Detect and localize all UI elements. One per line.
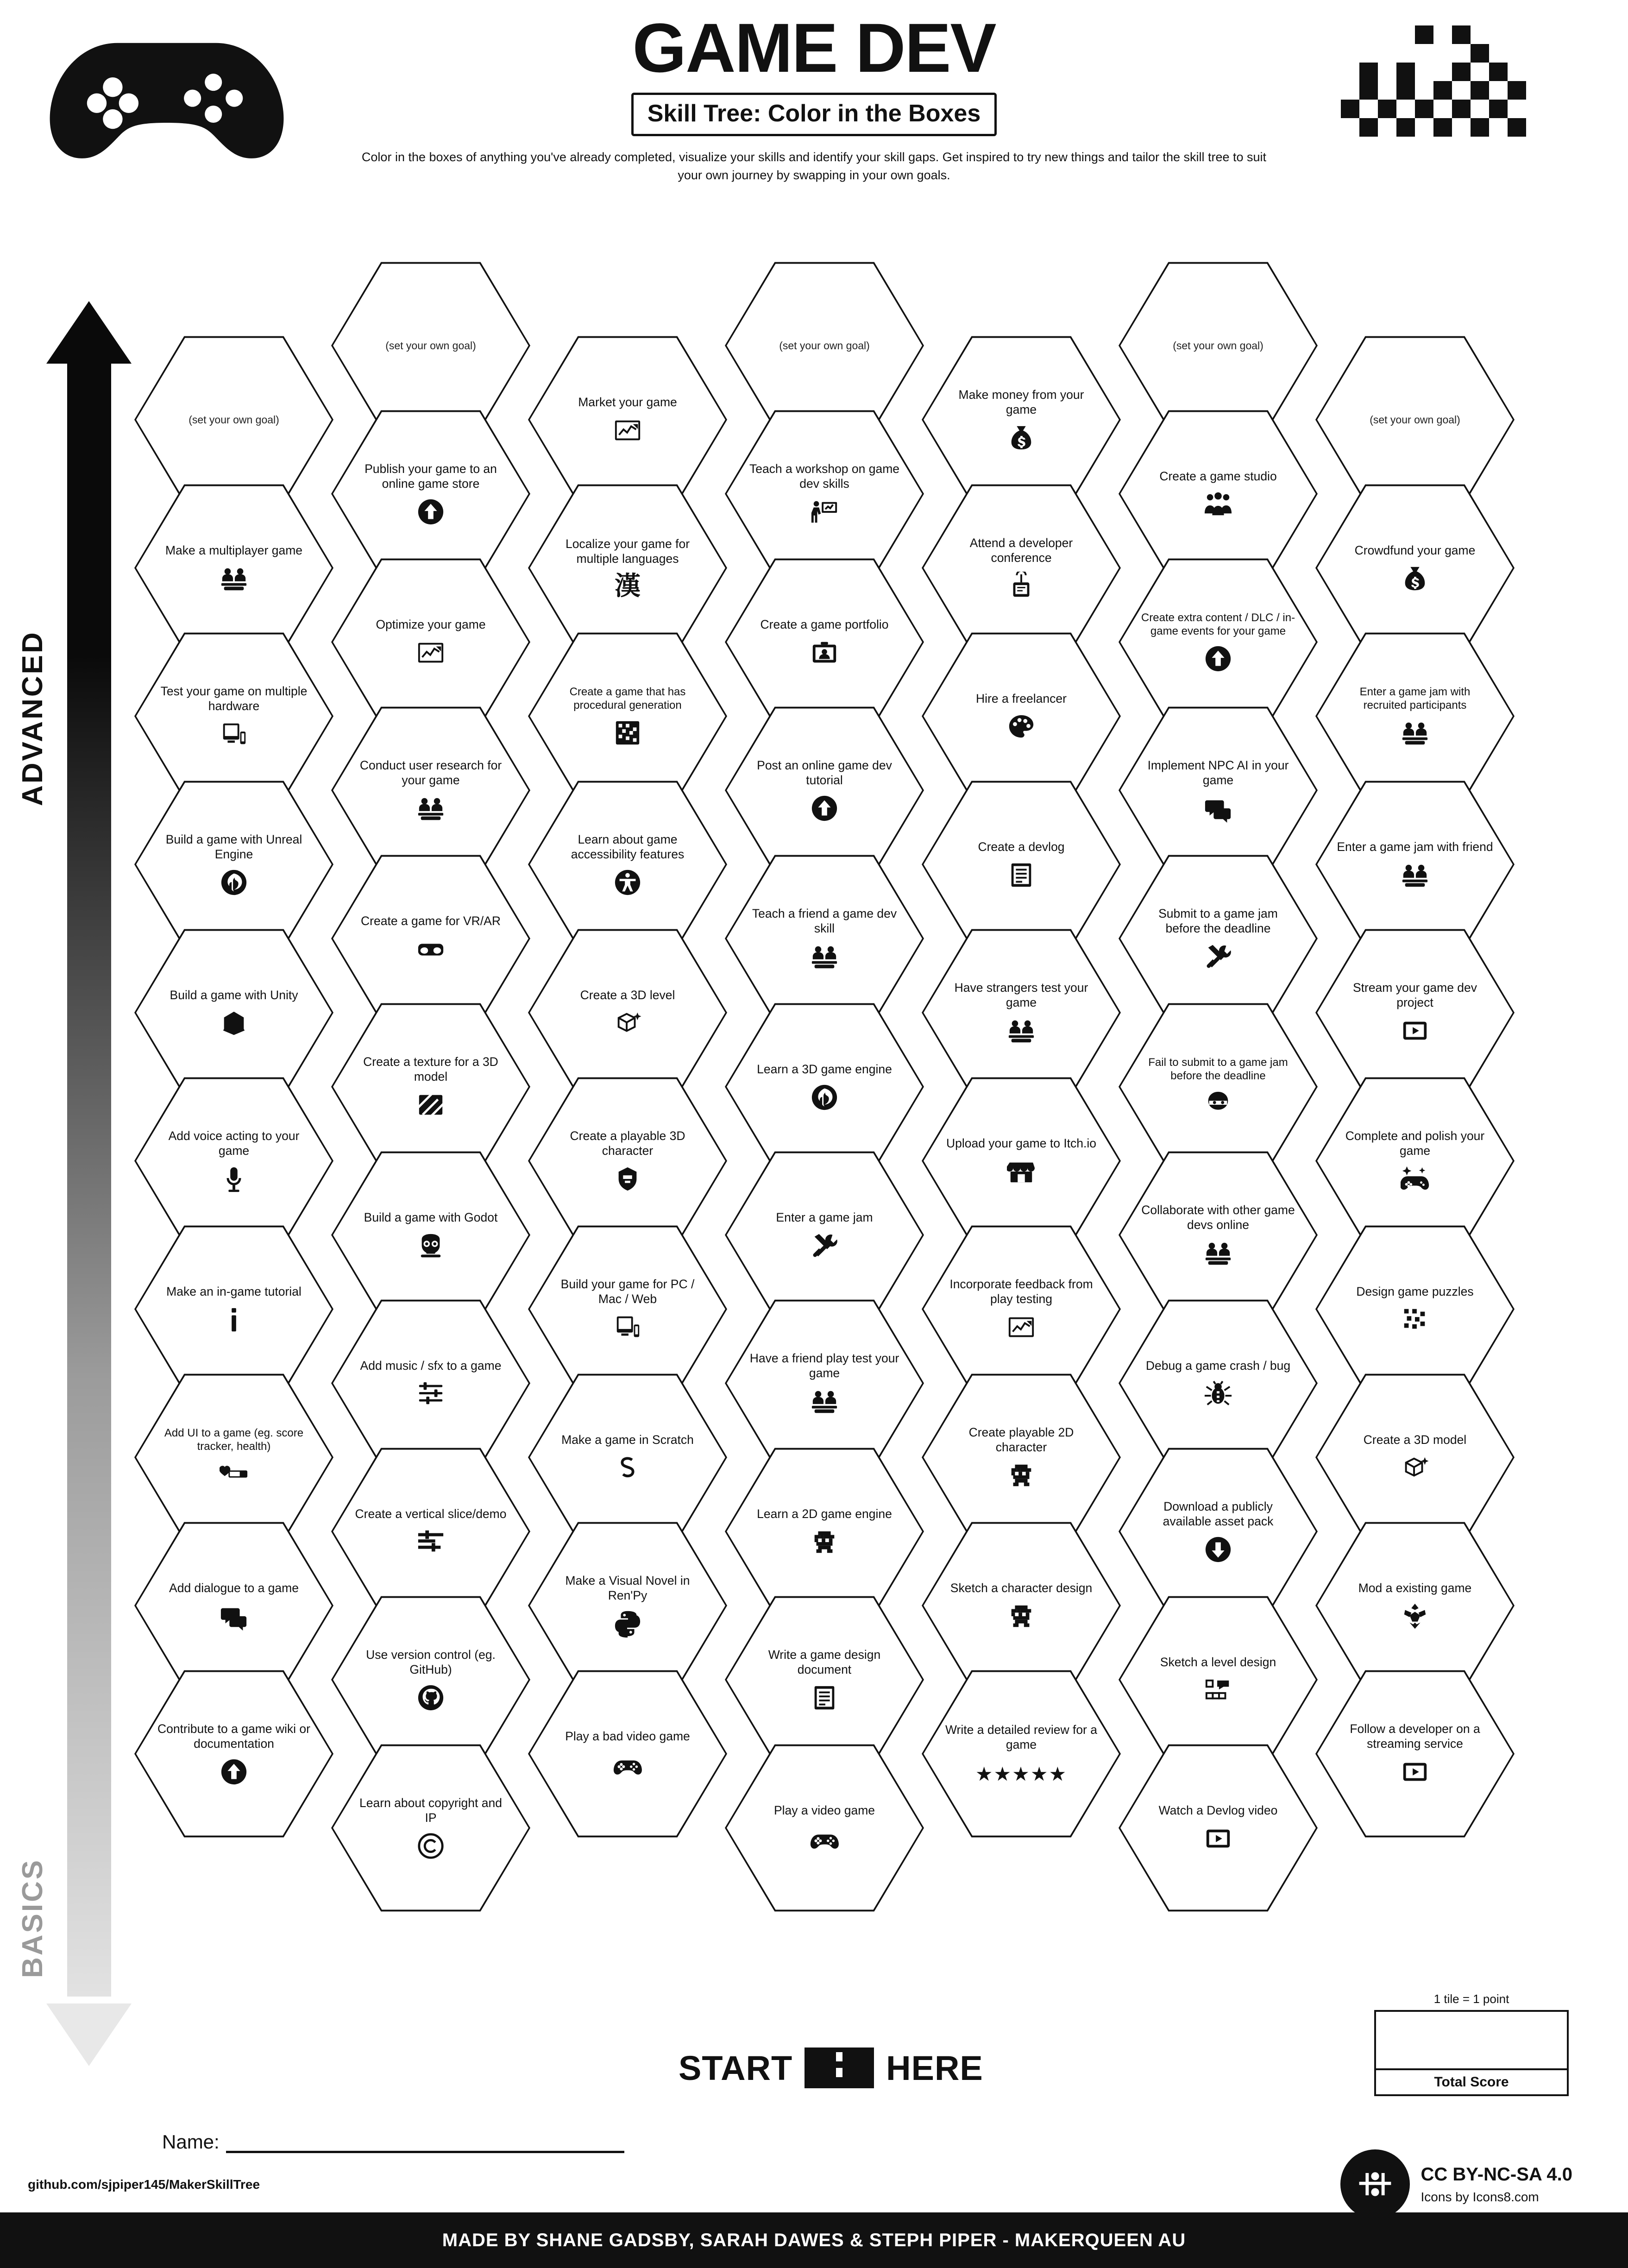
- skill-tile[interactable]: [331, 852, 530, 1025]
- 3d-character-icon: [613, 1165, 642, 1193]
- skill-tile-label: Incorporate feedback from play testing: [949, 1277, 1093, 1306]
- skill-tile-label: Write a detailed review for a game: [945, 1722, 1097, 1751]
- download-arrow-icon: [1204, 1535, 1232, 1564]
- skill-tile-label: Stream your game dev project: [1352, 980, 1477, 1009]
- skill-tile-label: Sketch a character design: [950, 1581, 1093, 1595]
- skill-tile-label: Crowdfund your game: [1354, 543, 1476, 557]
- intro-blurb: Color in the boxes of anything you've already completed, visualize your skills and identify your skill gaps. Get inspired to try new things and tailor the skill tree to suit your own journey by swapping in your own goals.: [361, 150, 1267, 183]
- skill-tile[interactable]: [1119, 1001, 1318, 1173]
- road-icon: [805, 2048, 874, 2088]
- skill-tile-label: Post an online game dev tutorial: [757, 758, 892, 787]
- skill-tile-label: Test your game on multiple hardware: [160, 684, 308, 713]
- skill-tile[interactable]: [331, 556, 530, 728]
- license-text: CC BY-NC-SA 4.0: [1421, 2164, 1572, 2185]
- skill-tile-label: Play a bad video game: [565, 1729, 690, 1743]
- skill-tile-label: Make a multiplayer game: [165, 543, 303, 557]
- name-label: Name:: [162, 2131, 220, 2153]
- kanji-icon: 漢: [615, 571, 641, 602]
- skill-tile[interactable]: [528, 778, 727, 951]
- skill-tile[interactable]: [725, 1001, 924, 1173]
- portfolio-icon: [810, 638, 839, 667]
- skill-tile[interactable]: [134, 1668, 333, 1840]
- puzzle-pixel-icon: [1401, 1305, 1429, 1334]
- tools-icon: [1204, 942, 1232, 971]
- skill-tile[interactable]: [528, 334, 727, 506]
- skill-tile-label: Build a game with Godot: [364, 1210, 498, 1224]
- skill-tile-label: Build a game with Unreal Engine: [165, 832, 302, 861]
- skill-tile-label: Create a playable 3D character: [570, 1128, 685, 1158]
- ninja-icon: [1204, 1089, 1232, 1118]
- skill-tree-grid: [0, 259, 1628, 2066]
- skill-tile[interactable]: [1119, 1445, 1318, 1618]
- skill-tile[interactable]: [725, 1594, 924, 1766]
- skill-tile-label: Debug a game crash / bug: [1145, 1358, 1291, 1373]
- skill-tile-label: Add music / sfx to a game: [360, 1358, 502, 1373]
- here-label: HERE: [886, 2048, 983, 2087]
- skill-tile-label: Create a game studio: [1159, 469, 1277, 483]
- skill-tile[interactable]: [725, 1742, 924, 1914]
- money-bag-icon: [1007, 423, 1036, 452]
- pixel-invader-icon: [1322, 25, 1563, 202]
- skill-tile-label: Create playable 2D character: [968, 1425, 1074, 1454]
- skill-tile[interactable]: [331, 704, 530, 876]
- skill-tile[interactable]: [1315, 334, 1515, 506]
- palette-icon: [1007, 712, 1036, 741]
- axis-label-advanced: ADVANCED: [17, 630, 49, 806]
- skill-tile-label: Fail to submit to a game jam before the deadline: [1148, 1056, 1288, 1082]
- money-bag-icon: [1401, 564, 1429, 593]
- multiplayer-icon: [810, 1387, 839, 1416]
- skill-tile-label: Design game puzzles: [1356, 1284, 1474, 1298]
- skill-tile[interactable]: [331, 1297, 530, 1469]
- score-input-area[interactable]: [1374, 2010, 1569, 2070]
- skill-tile-label: Play a video game: [773, 1803, 875, 1817]
- skill-tile-label: Sketch a level design: [1160, 1655, 1276, 1669]
- skill-tile[interactable]: [331, 1594, 530, 1766]
- skill-tile-label: Learn a 3D game engine: [757, 1062, 892, 1076]
- skill-tile[interactable]: [725, 259, 924, 432]
- skill-tile-label: Market your game: [578, 395, 677, 409]
- speech-bubbles-icon: [220, 1602, 248, 1631]
- skill-tile[interactable]: [1315, 1075, 1515, 1247]
- skill-tile[interactable]: [528, 1668, 727, 1840]
- scratch-icon: [613, 1454, 642, 1482]
- skill-tile[interactable]: [1119, 1742, 1318, 1914]
- badge-icon: [1007, 572, 1036, 600]
- skill-tile-label: Attend a developer conference: [969, 536, 1073, 565]
- chart-icon: [1007, 1313, 1036, 1342]
- skill-tile[interactable]: [1119, 1149, 1318, 1321]
- skill-tile-label: Create a vertical slice/demo: [355, 1506, 507, 1521]
- skill-tile[interactable]: [1315, 630, 1515, 802]
- skill-tile-label: Publish your game to an online game store: [365, 461, 497, 491]
- skill-tile-label: Conduct user research for your game: [359, 758, 502, 787]
- skill-tile-label: Make an in-game tutorial: [166, 1284, 302, 1298]
- skill-tile[interactable]: [134, 482, 333, 654]
- skill-tile[interactable]: [331, 408, 530, 580]
- skill-tile[interactable]: [528, 1223, 727, 1395]
- skill-tile[interactable]: [725, 556, 924, 728]
- page-header: [0, 0, 1628, 259]
- unity-icon: [220, 1009, 248, 1038]
- multiplayer-icon: [1204, 1239, 1232, 1267]
- five-stars-icon: ★★★★★: [975, 1763, 1068, 1785]
- upload-arrow-icon: [416, 498, 445, 526]
- skill-tile-label: Localize your game for multiple languages: [565, 536, 690, 566]
- skill-tile-label: Use version control (eg. GitHub): [366, 1647, 496, 1676]
- skill-tile-label: Complete and polish your game: [1345, 1128, 1485, 1158]
- multiplayer-icon: [220, 564, 248, 593]
- chart-icon: [613, 416, 642, 445]
- skill-tile-label: Add UI to a game (eg. score tracker, health): [164, 1426, 304, 1453]
- skill-tile[interactable]: [1315, 482, 1515, 654]
- skill-tile-label: Create a game for VR/AR: [361, 914, 501, 928]
- document-icon: [1007, 861, 1036, 889]
- skill-tile[interactable]: [1119, 1594, 1318, 1766]
- skill-tile[interactable]: [922, 926, 1121, 1099]
- document-icon: [810, 1683, 839, 1712]
- skill-tile[interactable]: [528, 630, 727, 802]
- chart-icon: [416, 638, 445, 667]
- skill-tile-label: (set your own goal): [1173, 339, 1263, 352]
- timeline-icon: [416, 1528, 445, 1556]
- skill-tile[interactable]: [134, 1075, 333, 1247]
- total-score-label: Total Score: [1374, 2070, 1569, 2096]
- health-bar-icon: [220, 1460, 248, 1488]
- skill-tile-label: Mod a existing game: [1358, 1581, 1472, 1595]
- skill-tile[interactable]: [528, 1075, 727, 1247]
- skill-tile-label: Collaborate with other game devs online: [1141, 1203, 1295, 1232]
- subtitle-banner: [631, 93, 997, 136]
- multiplayer-icon: [810, 942, 839, 971]
- video-icon: [1204, 1824, 1232, 1853]
- name-write-line[interactable]: [226, 2149, 624, 2153]
- skill-tile[interactable]: [331, 1445, 530, 1618]
- skill-tile[interactable]: [922, 334, 1121, 506]
- skill-tile[interactable]: [134, 1371, 333, 1544]
- skill-tile[interactable]: [134, 630, 333, 802]
- creative-commons-icon: [1340, 2149, 1410, 2219]
- upload-arrow-icon: [1204, 644, 1232, 673]
- skill-tile-label: Teach a workshop on game dev skills: [749, 461, 900, 491]
- skill-tile[interactable]: [331, 1149, 530, 1321]
- pixel-character-icon: [810, 1528, 839, 1556]
- skill-tile[interactable]: [1119, 1297, 1318, 1469]
- skill-tile[interactable]: [528, 1371, 727, 1544]
- score-box: [1374, 1992, 1569, 2096]
- storefront-icon: [1007, 1157, 1036, 1186]
- skill-tile[interactable]: [331, 1001, 530, 1173]
- credits-text: MADE BY SHANE GADSBY, SARAH DAWES & STEPH PIPER - MAKERQUEEN AU: [442, 2230, 1186, 2250]
- license-block: [1340, 2149, 1572, 2219]
- skill-tile-label: Contribute to a game wiki or documentation: [157, 1721, 310, 1751]
- skill-tile-label: Have strangers test your game: [954, 980, 1088, 1009]
- texture-icon: [416, 1090, 445, 1119]
- skill-tile-label: Implement NPC AI in your game: [1147, 758, 1289, 787]
- axis-label-basics: BASICS: [17, 1858, 49, 1978]
- pixel-character-icon: [1007, 1461, 1036, 1490]
- skill-tile[interactable]: [134, 778, 333, 951]
- skill-tile-label: (set your own goal): [385, 339, 476, 352]
- start-here-banner: [679, 2048, 983, 2088]
- skill-tile-label: Enter a game jam: [776, 1210, 873, 1224]
- skill-tile[interactable]: [134, 926, 333, 1099]
- skill-tile-label: Learn about game accessibility features: [571, 832, 685, 861]
- skill-tile-label: Write a game design document: [768, 1647, 881, 1676]
- skill-tile-label: Make money from your game: [958, 387, 1084, 416]
- credits-bar: [0, 2212, 1628, 2268]
- skill-tile[interactable]: [922, 1371, 1121, 1544]
- skill-tile[interactable]: [134, 1519, 333, 1692]
- skill-tile-label: Create a game that has procedural generation: [569, 685, 686, 712]
- skill-tile-label: (set your own goal): [779, 339, 870, 352]
- skill-tile[interactable]: [1119, 852, 1318, 1025]
- skill-tile-label: Optimize your game: [376, 617, 486, 631]
- monitor-icon: [220, 720, 248, 749]
- skill-tile[interactable]: [725, 1297, 924, 1469]
- python-icon: [613, 1609, 642, 1638]
- skill-tile[interactable]: [528, 1519, 727, 1692]
- skill-tile-label: Build a game with Unity: [170, 988, 298, 1002]
- multiplayer-icon: [1007, 1016, 1036, 1045]
- info-icon: [220, 1305, 248, 1334]
- skill-tile-label: Enter a game jam with recruited participants: [1359, 685, 1471, 712]
- presentation-icon: [810, 498, 839, 526]
- multiplayer-icon: [416, 794, 445, 823]
- skill-tile[interactable]: [922, 482, 1121, 654]
- skill-tile[interactable]: [725, 852, 924, 1025]
- skill-tile[interactable]: [922, 1519, 1121, 1692]
- skill-tile-label: Submit to a game jam before the deadline: [1158, 906, 1278, 935]
- skill-tile-label: Create extra content / DLC / in-game events for your game: [1141, 611, 1295, 637]
- video-icon: [1401, 1758, 1429, 1786]
- skill-tile-label: Hire a freelancer: [976, 691, 1067, 706]
- skill-tile-label: Enter a game jam with friend: [1337, 839, 1493, 854]
- tools-icon: [810, 1231, 839, 1260]
- pixel-character-icon: [1007, 1602, 1036, 1631]
- skill-tile-label: (set your own goal): [1370, 413, 1460, 426]
- microphone-icon: [220, 1165, 248, 1193]
- skill-tile[interactable]: [331, 1742, 530, 1914]
- skill-tile[interactable]: [922, 630, 1121, 802]
- skill-tile[interactable]: [1119, 408, 1318, 580]
- skill-tile[interactable]: [1315, 1519, 1515, 1692]
- multiplayer-icon: [1401, 718, 1429, 747]
- skill-tile-label: Upload your game to Itch.io: [946, 1136, 1097, 1150]
- copyright-icon: [416, 1832, 445, 1860]
- skill-tile[interactable]: [528, 482, 727, 654]
- gamepad-icon: [810, 1824, 839, 1853]
- skill-tile-label: (set your own goal): [189, 413, 279, 426]
- skill-tile[interactable]: [1119, 259, 1318, 432]
- skill-tile[interactable]: [528, 926, 727, 1099]
- skill-tile-label: Add voice acting to your game: [168, 1128, 300, 1158]
- skill-tile-label: Make a game in Scratch: [561, 1432, 694, 1447]
- skill-tile-label: Create a 3D level: [580, 988, 675, 1002]
- monitor-icon: [613, 1313, 642, 1342]
- video-icon: [1401, 1016, 1429, 1045]
- name-field[interactable]: [162, 2131, 624, 2153]
- skill-tile[interactable]: [134, 334, 333, 506]
- score-caption: 1 tile = 1 point: [1433, 1992, 1509, 2006]
- github-url[interactable]: github.com/sjpiper145/MakerSkillTree: [28, 2177, 260, 2192]
- gamepad-icon: [613, 1750, 642, 1779]
- skill-tile[interactable]: [725, 704, 924, 876]
- skill-tile-label: Download a publicly available asset pack: [1163, 1499, 1274, 1528]
- skill-tile[interactable]: [1119, 556, 1318, 728]
- skill-tile-label: Add dialogue to a game: [169, 1581, 299, 1595]
- skill-tile-label: Learn about copyright and IP: [359, 1796, 502, 1825]
- dragon-icon: [1401, 1602, 1429, 1631]
- page-title: GAME DEV: [632, 9, 996, 87]
- multiplayer-icon: [1401, 861, 1429, 889]
- unreal-icon: [810, 1083, 839, 1112]
- skill-tile[interactable]: [1315, 1223, 1515, 1395]
- skill-tile[interactable]: [331, 259, 530, 432]
- skill-tile-label: Create a game portfolio: [760, 617, 889, 631]
- level-sketch-icon: [1204, 1676, 1232, 1705]
- team-icon: [1204, 490, 1232, 519]
- skill-tile[interactable]: [1315, 1371, 1515, 1544]
- start-label: START: [679, 2048, 793, 2087]
- skill-tile-label: Build your game for PC / Mac / Web: [560, 1277, 695, 1306]
- procedural-icon: [613, 718, 642, 747]
- skill-tile[interactable]: [134, 1223, 333, 1395]
- skill-tile[interactable]: [725, 1445, 924, 1618]
- github-icon: [416, 1683, 445, 1712]
- skill-tile-label: Learn a 2D game engine: [757, 1506, 892, 1521]
- speech-bubbles-icon: [1204, 794, 1232, 823]
- skill-tile[interactable]: [922, 778, 1121, 951]
- godot-icon: [416, 1231, 445, 1260]
- skill-tile[interactable]: [1315, 926, 1515, 1099]
- skill-tile[interactable]: [922, 1668, 1121, 1840]
- subtitle-text: Skill Tree: Color in the Boxes: [647, 100, 981, 127]
- skill-tile[interactable]: [725, 1149, 924, 1321]
- upload-arrow-icon: [810, 794, 839, 823]
- skill-tile-label: Create a devlog: [978, 839, 1065, 854]
- skill-tile[interactable]: [922, 1075, 1121, 1247]
- skill-tile-label: Create a texture for a 3D model: [363, 1054, 498, 1084]
- unreal-icon: [220, 868, 248, 897]
- skill-tile[interactable]: [1315, 778, 1515, 951]
- vr-goggles-icon: [416, 935, 445, 964]
- skill-tile[interactable]: [725, 408, 924, 580]
- skill-tile-label: Make a Visual Novel in Ren'Py: [565, 1573, 690, 1602]
- skill-tile-label: Create a 3D model: [1363, 1432, 1467, 1447]
- bug-icon: [1204, 1380, 1232, 1408]
- skill-tile[interactable]: [1315, 1668, 1515, 1840]
- skill-tile-label: Have a friend play test your game: [749, 1351, 899, 1380]
- skill-tile[interactable]: [922, 1223, 1121, 1395]
- cube-sparkle-icon: [613, 1009, 642, 1038]
- equalizer-icon: [416, 1380, 445, 1408]
- skill-tile-label: Follow a developer on a streaming service: [1350, 1721, 1480, 1751]
- skill-tile-label: Watch a Devlog video: [1158, 1803, 1278, 1817]
- icons-credit: Icons by Icons8.com: [1421, 2189, 1539, 2204]
- gamepad-sparkle-icon: [1401, 1165, 1429, 1193]
- skill-tile-label: Teach a friend a game dev skill: [752, 906, 897, 935]
- accessibility-icon: [613, 868, 642, 897]
- skill-tile[interactable]: [1119, 704, 1318, 876]
- upload-arrow-icon: [220, 1758, 248, 1786]
- cube-sparkle-icon: [1401, 1454, 1429, 1482]
